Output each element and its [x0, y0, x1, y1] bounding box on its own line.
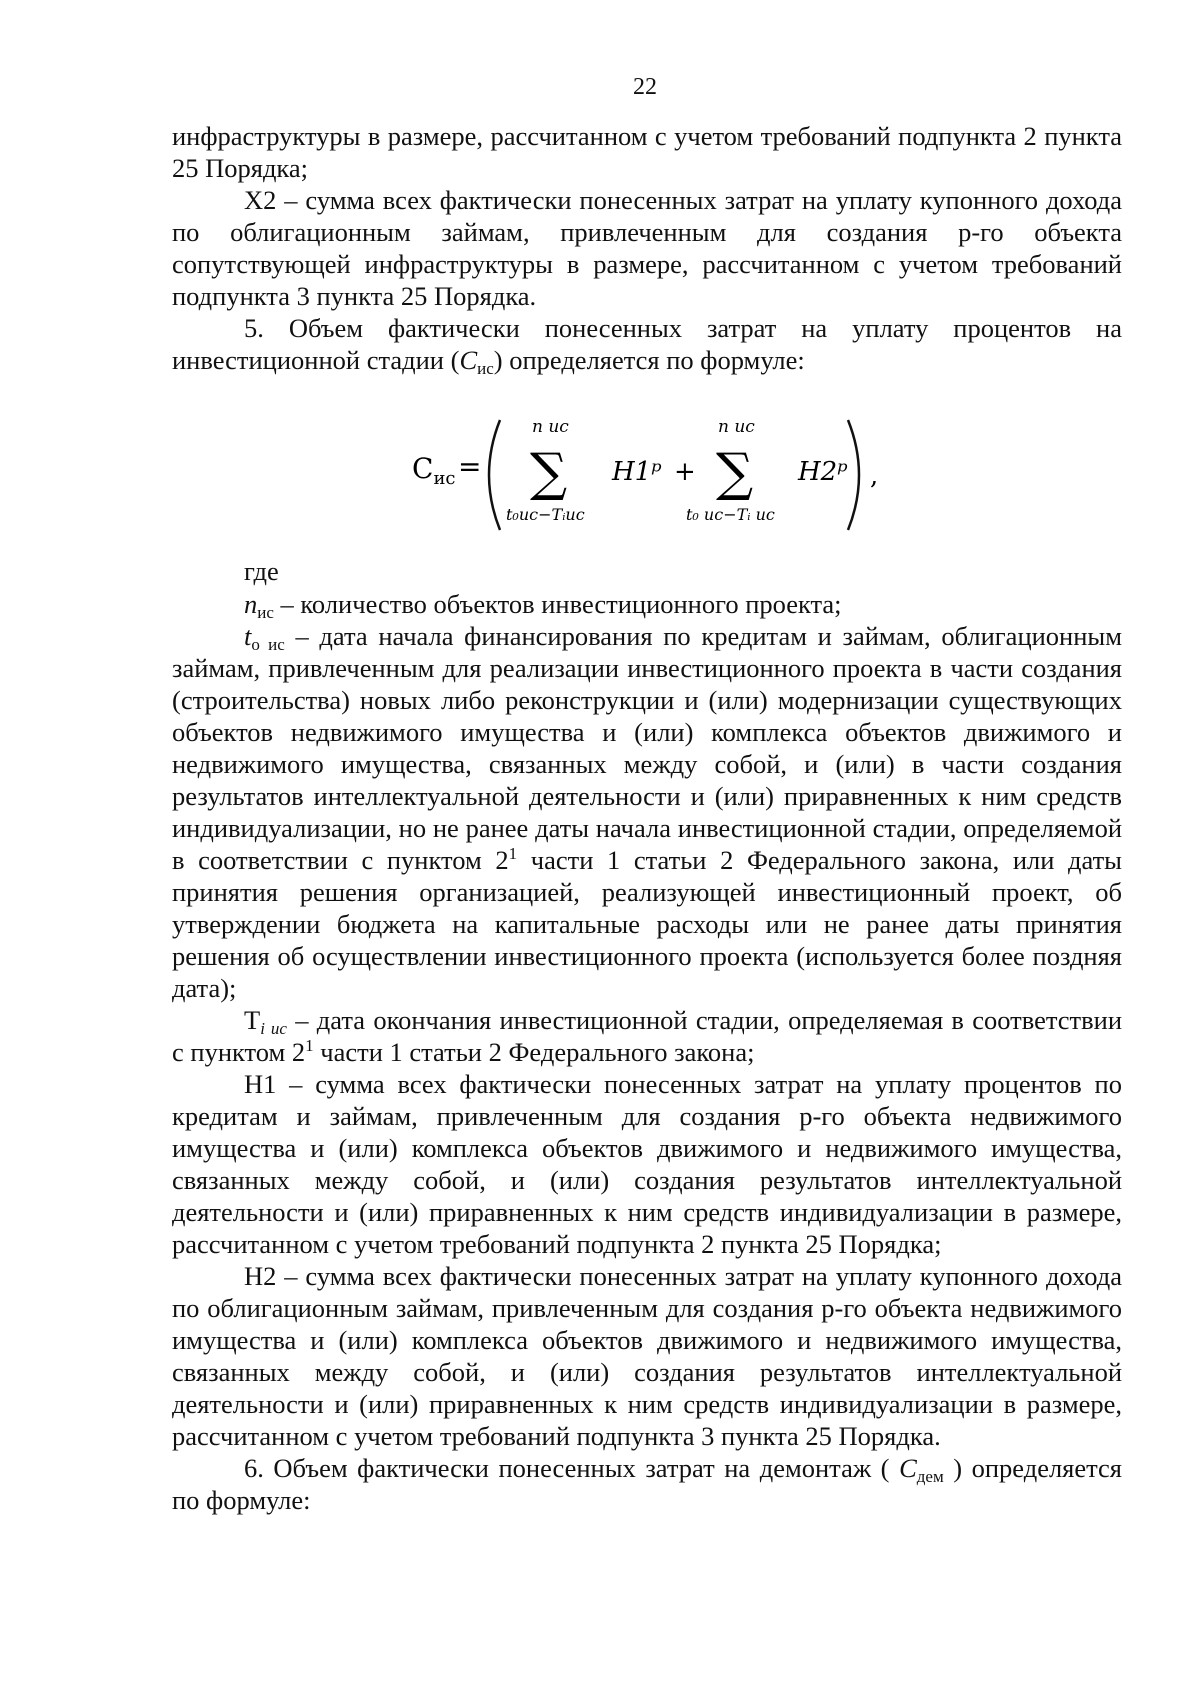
paragraph-x2-definition: X2 – сумма всех фактически понесенных затрат на уплату купонного дохода по облигационным займам, привлеченным для создания р-го объекта сопутствующей инфраструктуры в размере, рассчитанном с учетом требований подпункта 3 пункта 25 Порядка.: [172, 185, 1122, 311]
top-text-block: [172, 120, 1122, 376]
definitions-block: [172, 588, 1122, 1516]
definition-t: $t_{о ис}$ – дата начала финансирования по кредитам и займам, облигационным займам, привлеченным для реализации инвестиционного проекта в части создания (строительства) новых либо реконструкции и (или) модернизации существующих объектов недвижимого имущества и (или) комплекса объектов движимого и недвижимого имущества, связанных между собой, и (или) в части создания результатов интеллектуальной деятельности и (или) приравненных к ним средств индивидуализации, но не ранее даты начала инвестиционной стадии, определяемой в соответствии с пунктом $2^1$ части 1 статьи 2 Федерального закона, или даты принятия решения организацией, реализующей инвестиционный проект, об утверждении бюджета на капитальные расходы или не ранее даты принятия решения об осуществлении инвестиционного проекта (используется более поздняя дата);: [172, 621, 1122, 1003]
definition-h2: Н2 – сумма всех фактически понесенных затрат на уплату купонного дохода по облигационным займам, привлеченным для создания р-го объекта недвижимого имущества и (или) комплекса объектов движимого и недвижимого имущества, связанных между собой, и (или) создания результатов интеллектуальной деятельности и (или) приравненных к ним средств индивидуализации в размере, рассчитанном с учетом требований подпункта 3 пункта 25 Порядка.: [172, 1261, 1122, 1451]
paragraph-item-5: 5. Объем фактически понесенных затрат на уплату процентов на инвестиционной стадии $(C_{ис})$ определяется по формуле:: [172, 313, 1122, 378]
sum2-upper: n ис: [718, 417, 755, 437]
right-paren: [848, 420, 859, 530]
sum2-symbol: ∑: [716, 443, 754, 503]
term1: H1ᵖ: [612, 457, 662, 487]
sum1-lower: t₀ис−Tᵢис: [506, 505, 585, 524]
definition-n: $n_{ис}$ – количество объектов инвестиционного проекта;: [244, 589, 842, 622]
paragraph-infrastructure-end: инфраструктуры в размере, рассчитанном с учетом требований подпункта 2 пункта 25 Порядка;: [172, 121, 1122, 183]
sum1-symbol: ∑: [530, 443, 568, 503]
formula-equals: =: [458, 450, 482, 483]
plus-sign: +: [674, 457, 696, 487]
term2: H2ᵖ: [798, 457, 848, 487]
sum2-lower: t₀ ис−Tᵢ ис: [686, 505, 775, 524]
page-number: 22: [633, 74, 657, 100]
formula-lhs: $С_{ис}$: [412, 452, 456, 489]
paragraph-item-6: 6. Объем фактически понесенных затрат на демонтаж ( $C_{дем}$ ) определяется по формуле:: [172, 1453, 1122, 1515]
formula-comma: ,: [870, 461, 879, 491]
where-label: где: [244, 556, 279, 586]
left-paren: [489, 420, 500, 530]
definition-T: $Т_{i ис}$ – дата окончания инвестиционной стадии, определяемая в соответствии с пунктом $2^1$ части 1 статьи 2 Федерального закона;: [172, 1005, 1122, 1067]
sum1-upper: n ис: [532, 417, 569, 437]
formula-c-is: [400, 410, 880, 540]
definition-h1: Н1 – сумма всех фактически понесенных затрат на уплату процентов по кредитам и займам, привлеченным для создания р-го объекта недвижимого имущества и (или) комплекса объектов движимого и недвижимого имущества, связанных между собой, и (или) создания результатов интеллектуальной деятельности и (или) приравненных к ним средств индивидуализации в размере, рассчитанном с учетом требований подпункта 2 пункта 25 Порядка;: [172, 1069, 1122, 1259]
